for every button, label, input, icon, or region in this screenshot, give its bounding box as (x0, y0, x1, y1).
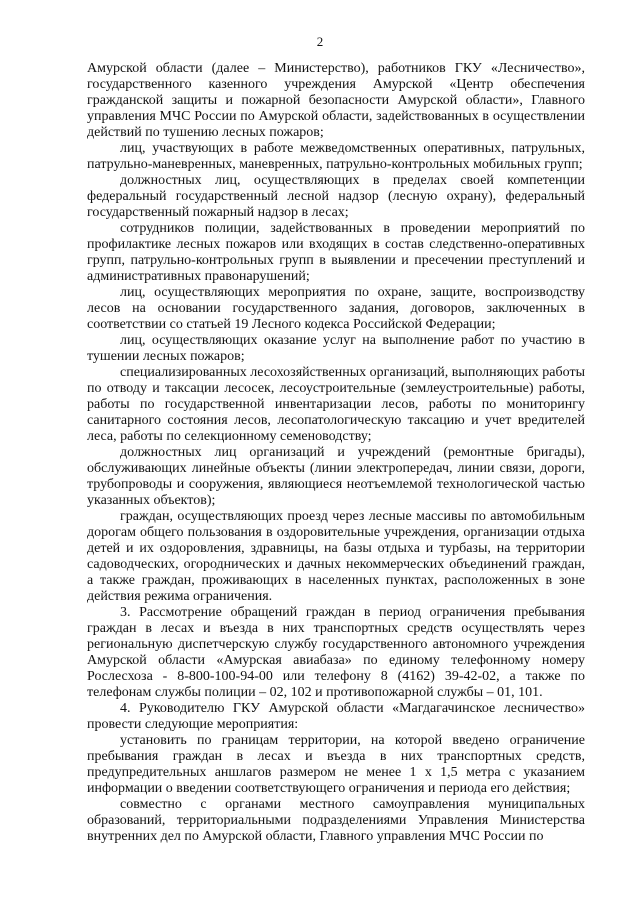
paragraph: лиц, осуществляющих мероприятия по охране, защите, воспроизводству лесов на основании государственного задания, договоров, заключенных в соответствии со статьей 19 Лесного кодекса Российской Федерации; (87, 285, 585, 332)
document-body (87, 61, 585, 845)
paragraph: установить по границам территории, на которой введено ограничение пребывания граждан в лесах и въезда в них транспортных средств, предупредительных аншлагов размером не менее 1 х 1,5 метра с указанием информации о введении соответствующего ограничения и периода его действия; (87, 733, 585, 796)
paragraph: сотрудников полиции, задействованных в проведении мероприятий по профилактике лесных пожаров или входящих в состав следственно-оперативных групп, патрульно-контрольных групп в выявлении и пресечении преступлений и административных правонарушений; (87, 221, 585, 284)
paragraph: 4. Руководителю ГКУ Амурской области «Магдагачинское лесничество» провести следующие мероприятия: (87, 701, 585, 732)
paragraph: лиц, участвующих в работе межведомственных оперативных, патрульных, патрульно-маневренных, маневренных, патрульно-контрольных мобильных групп; (87, 141, 585, 172)
page-number: 2 (316, 34, 324, 49)
paragraph: должностных лиц, осуществляющих в пределах своей компетенции федеральный государственный лесной надзор (лесную охрану), федеральный государственный пожарный надзор в лесах; (87, 173, 585, 220)
paragraph: лиц, осуществляющих оказание услуг на выполнение работ по участию в тушении лесных пожаров; (87, 333, 585, 364)
paragraph: совместно с органами местного самоуправления муниципальных образований, территориальными подразделениями Управления Министерства внутренних дел по Амурской области, Главного управления МЧС России по (87, 797, 585, 844)
paragraph: должностных лиц организаций и учреждений (ремонтные бригады), обслуживающих линейные объекты (линии электропередач, линии связи, дороги, трубопроводы и сооружения, являющиеся неотъемлемой технологической частью указанных объектов); (87, 445, 585, 508)
paragraph: 3. Рассмотрение обращений граждан в период ограничения пребывания граждан в лесах и въезда в них транспортных средств осуществлять через региональную диспетчерскую службу государственного автономного учреждения Амурской области «Амурская авиабаза» по единому телефонному номеру Рослесхоза - 8-800-100-94-00 или телефону 8 (4162) 39-42-02, а также по телефонам службы полиции – 02, 102 и противопожарной службы – 01, 101. (87, 605, 585, 700)
paragraph: специализированных лесохозяйственных организаций, выполняющих работы по отводу и таксации лесосек, лесоустроительные (землеустроительные) работы, работы по государственной инвентаризации лесов, работы по мониторингу санитарного состояния лесов, лесопатологическую таксацию и учет вредителей леса, работы по селекционному семеноводству; (87, 365, 585, 444)
paragraph: граждан, осуществляющих проезд через лесные массивы по автомобильным дорогам общего пользования в оздоровительные учреждения, организации отдыха детей и их оздоровления, здравницы, на базы отдыха и турбазы, на территории садоводческих, огороднических и дачных некоммерческих объединений граждан, а также граждан, проживающих в населенных пунктах, расположенных в зоне действия режима ограничения. (87, 509, 585, 604)
paragraph: Амурской области (далее – Министерство), работников ГКУ «Лесничество», государственного казенного учреждения Амурской «Центр обеспечения гражданской защиты и пожарной безопасности Амурской области», Главного управления МЧС России по Амурской области, задействованных в осуществлении действий по тушению лесных пожаров; (87, 61, 585, 140)
